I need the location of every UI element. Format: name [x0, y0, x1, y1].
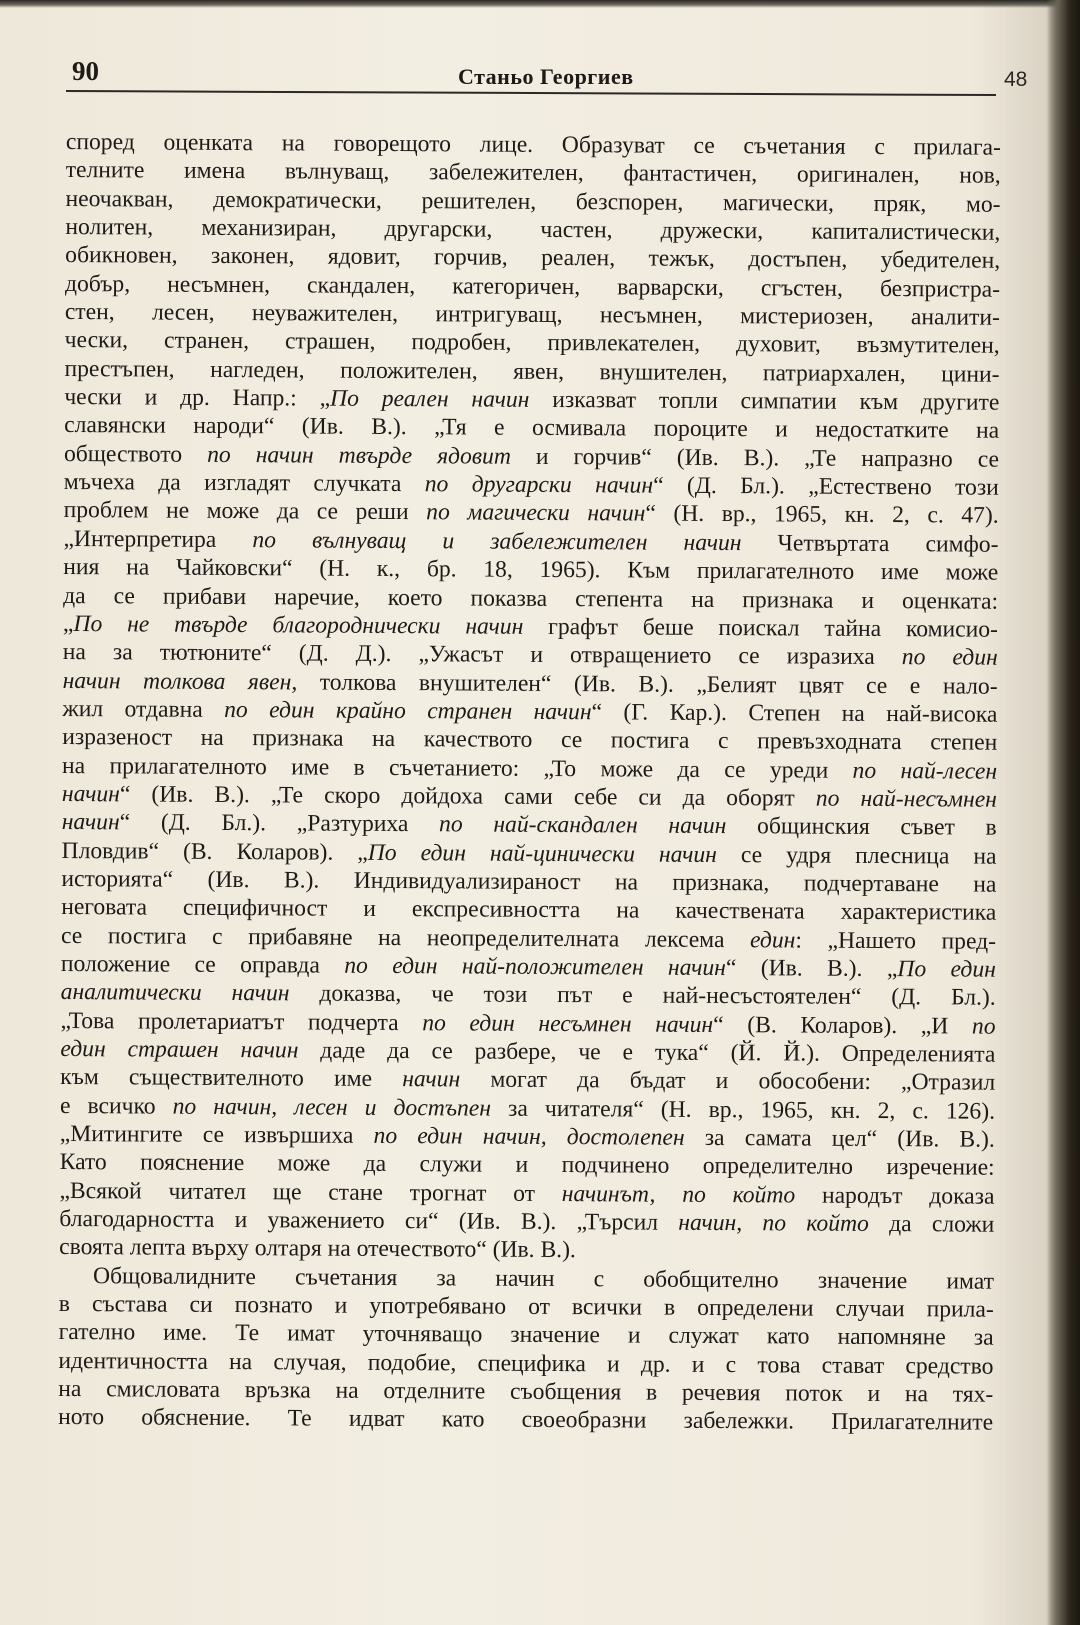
text-run: “ (Д. Бл.). „Разтуриха	[119, 809, 440, 838]
text-run: изказват топли симпатии към другите	[529, 386, 1000, 416]
italic-example: По един	[897, 956, 996, 983]
text-run: неочакван, демократически, решителен, безспорен, магически, пряк, мо-	[65, 185, 1001, 218]
text-run: Общовалидните съчетания за начин с обобщително значение имат	[92, 1262, 995, 1295]
italic-example: по вълнуващ и забележителен начин	[252, 526, 742, 556]
text-run: ния на Чайковски“ (Н. к., бр. 18, 1965). Към прилагателното име може	[63, 554, 999, 586]
text-run: според оценката на говорещото лице. Образуват се съчетания с прилага-	[65, 128, 1001, 161]
italic-example: по начин, лесен и достъпен	[172, 1093, 492, 1122]
text-run: добър, несъмнен, скандален, категоричен, варварски, сгъстен, безпристра-	[64, 270, 1001, 303]
scan-top-edge	[0, 0, 1080, 8]
italic-example: по най-несъмнен	[815, 785, 997, 813]
text-run: телните имена вълнуващ, забележителен, фантастичен, оригинален, нов,	[65, 157, 1001, 190]
text-run: на прилагателното име в съчетанието: „То може да се уреди	[62, 752, 853, 784]
italic-example: по един	[901, 644, 998, 671]
text-run: “ (Н. вр., 1965, кн. 2, с. 47).	[645, 501, 999, 530]
text-run: и горчив“ (Ив. В.). „Те напразно се	[510, 443, 1000, 473]
text-run: нолитен, механизиран, другарски, частен, дружески, капиталистически,	[65, 214, 1001, 246]
text-run: историята“ (Ив. В.). Индивидуализираност на признака, подчертаване на	[61, 865, 997, 898]
italic-example: по един несъмнен начин	[422, 1009, 714, 1038]
page-header	[68, 52, 1028, 94]
italic-example: По един най-цинически начин	[367, 839, 717, 868]
text-run: за читателя“ (Н. вр., 1965, кн. 2, с. 126).	[490, 1095, 996, 1125]
italic-example: начин	[402, 1066, 461, 1093]
text-run: изразеност на признака на качеството се постига с превъзходната степен	[62, 724, 998, 756]
text-run: жил отдавна	[62, 695, 225, 723]
text-run: „Митингите се извършиха	[59, 1121, 374, 1149]
italic-example: по един начин, достолепен	[373, 1122, 685, 1151]
text-run: за самата цел“ (Ив. В.).	[684, 1124, 995, 1153]
italic-example: по най-скандален начин	[439, 811, 727, 840]
handwritten-page-annotation: 48	[1004, 68, 1028, 91]
text-run: проблем не може да се реши	[63, 497, 427, 526]
text-run: „Интерпретира	[63, 525, 253, 553]
italic-example: един страшен начин	[60, 1035, 299, 1064]
text-run: народът доказа	[795, 1182, 995, 1210]
text-run: неговата специфичност и експресивността на качествената характеристика	[61, 894, 997, 926]
text-run: графът беше поискал тайна комисио-	[523, 613, 999, 643]
text-run: Пловдив“ (В. Коларов). „	[61, 837, 368, 866]
italic-example: по начин твърде ядовит	[207, 441, 511, 470]
italic-example: аналитически начин	[60, 979, 290, 1007]
text-run: обществото	[63, 440, 208, 468]
italic-example: по	[971, 1013, 996, 1040]
body-text	[58, 128, 1001, 1437]
italic-example: начин толкова явен,	[62, 667, 298, 695]
text-run: “ (Ив. В.). „	[725, 955, 898, 983]
text-run: стен, лесен, неуважителен, интригуващ, несъмнен, мистериозен, аналити-	[64, 299, 1000, 331]
text-run: положение се оправда	[60, 950, 345, 979]
text-run: толкова внушителен“ (Ив. В.). „Белият цвят се е нало-	[297, 668, 998, 700]
italic-example: един	[749, 926, 796, 954]
text-run: „Всякой читател ще стане трогнат от	[59, 1177, 562, 1207]
text-run: идентичността на случая, подобие, специфика и др. и с това стават средство	[58, 1347, 994, 1380]
italic-example: по един крайно странен начин	[224, 696, 592, 726]
italic-example: По реален начин	[330, 385, 530, 413]
italic-example: по един най-положителен начин	[344, 952, 727, 982]
text-run: обикновен, законен, ядовит, горчив, реален, тежък, достъпен, убедителен,	[65, 242, 1001, 275]
italic-example: по другарски начин	[424, 471, 654, 499]
text-line	[58, 1403, 993, 1437]
text-run: благодарността и уважението си“ (Ив. В.). „Търсил	[59, 1206, 679, 1236]
text-run: “ (В. Коларов). „И	[713, 1011, 973, 1040]
italic-example: начин, по който	[678, 1209, 869, 1237]
text-run: да се прибави наречие, което показва степента на признака и оценката:	[63, 582, 999, 615]
text-run: „	[62, 610, 74, 637]
italic-example: начинът, по който	[561, 1180, 796, 1209]
text-run: е всичко	[59, 1092, 173, 1120]
text-run: мъчеха да изгладят случката	[63, 469, 425, 498]
italic-example: начин	[61, 780, 120, 808]
italic-example: По не твърде благороднически начин	[73, 610, 524, 640]
text-run: на за тютюните“ (Д. Д.). „Ужасът и отвращението се изразиха	[62, 639, 902, 671]
text-run: да сложи	[868, 1210, 995, 1238]
text-run: : „Нашето пред-	[795, 927, 997, 955]
text-run: се постига с прибавяне на неопределителната лексема	[60, 922, 751, 953]
italic-example: по магически начин	[426, 499, 646, 528]
text-run: своята лепта върху олтаря на отечеството“ (Ив. В.).	[59, 1234, 576, 1264]
text-run: се удря плесница на	[716, 841, 997, 870]
book-spine-shadow	[1046, 0, 1080, 1625]
text-run: доказва, че този път е най-несъстоятелен“ (Д. Бл.).	[289, 980, 996, 1012]
italic-example: начин	[61, 809, 120, 836]
text-run: даде да се разбере, че е тука“ (Й. Й.). Определенията	[298, 1037, 996, 1068]
text-run: гателно име. Те имат уточняващо значение и служат като напомняне за	[58, 1319, 994, 1352]
text-run: „Това пролетариатът подчерта	[60, 1007, 423, 1036]
text-run: Четвъртата симфо-	[741, 529, 999, 558]
text-run: славянски народи“ (Ив. В.). „Тя е осмивала пороците и недостатките на	[64, 412, 1000, 445]
text-run: “ (Г. Кар.). Степен на най-висока	[591, 699, 998, 728]
italic-example: по най-лесен	[852, 757, 998, 785]
text-run: чески, странен, страшен, подробен, привлекателен, духовит, възмутителен,	[64, 327, 1000, 360]
text-run: Като пояснение може да служи и подчинено определително изречение:	[59, 1149, 995, 1182]
text-run: на смисловата връзка на отделните съобщения в речевия поток и на тях-	[58, 1376, 994, 1408]
text-run: общинския съвет в	[726, 813, 997, 841]
text-run: “ (Ив. В.). „Те скоро дойдоха сами себе си да оборят	[119, 781, 816, 812]
text-run: в състава си познато и употребявано от всички в определени случаи прила-	[58, 1291, 994, 1323]
text-run: престъпен, нагледен, положителен, явен, внушителен, патриархален, цини-	[64, 355, 1000, 388]
text-run: могат да бъдат и обособени: „Отразил	[460, 1066, 996, 1097]
running-head-author: Станьо Георгиев	[458, 64, 634, 89]
page-number: 90	[72, 56, 99, 86]
text-run: чески и др. Напр.: „	[64, 384, 331, 412]
text-run: към съществителното име	[60, 1064, 403, 1093]
text-run: ното обяснение. Те идват като своеобразни забележки. Прилагателните	[58, 1404, 994, 1437]
text-run: “ (Д. Бл.). „Естествено този	[653, 472, 999, 501]
